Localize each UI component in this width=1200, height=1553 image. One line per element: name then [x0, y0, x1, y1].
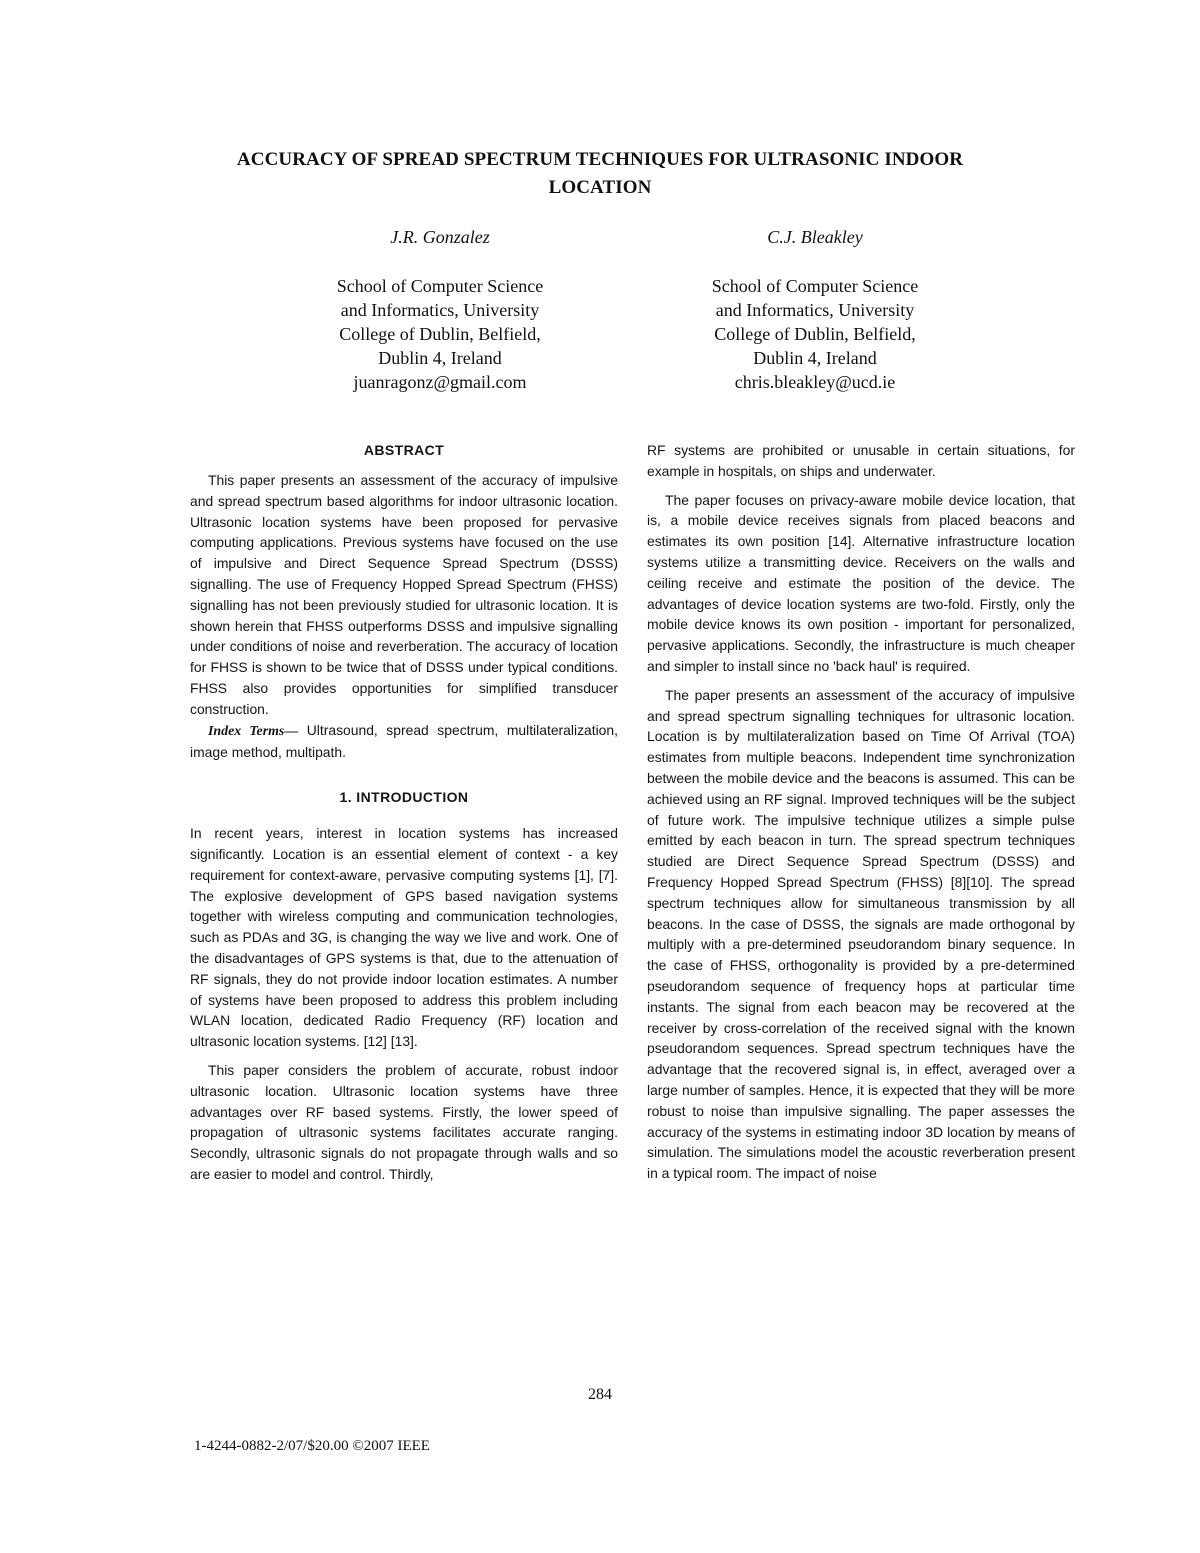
affiliation-line: School of Computer Science [336, 276, 544, 296]
author-email: juanragonz@gmail.com [353, 372, 527, 392]
affiliation-line: College of Dublin, Belfield, [714, 324, 916, 344]
affiliation-line: School of Computer Science [711, 276, 919, 296]
right-column [647, 440, 1075, 1184]
body-paragraph: This paper considers the problem of accurate, robust indoor ultrasonic location. Ultrasonic location systems have three advantages over RF based systems. Firstly, the lower speed of propagation of ultrasonic systems facilitates accurate ranging. Secondly, ultrasonic signals do not propagate through walls and so are easier to model and control. Thirdly, [190, 1061, 618, 1182]
paper-title [150, 146, 1050, 202]
introduction-heading: 1. INTRODUCTION [339, 789, 469, 806]
body-paragraph: The paper presents an assessment of the accuracy of impulsive and spread spectrum signalling techniques for ultrasonic location. Location is by multilateralization based on Time Of Arrival (TOA) estimates from multiple beacons. Independent time synchronization between the mobile device and the beacons is assumed. This can be achieved using an RF signal. Improved techniques will be the subject of future work. The impulsive technique utilizes a simple pulse emitted by each beacon in turn. The spread spectrum techniques studied are Direct Sequence Spread Spectrum (DSSS) and Frequency Hopped Spread Spectrum (FHSS) [8][10]. The spread spectrum techniques allow for simultaneous transmission by all beacons. In the case of DSSS, the signals are made orthogonal by multiply with a pre-determined pseudorandom binary sequence. In the case of FHSS, orthogonality is provided by a pre-determined pseudorandom sequence of frequency hops at particular time instants. The signal from each beacon may be recovered at the receiver by cross-correlation of the received signal with the known pseudorandom sequences. Spread spectrum techniques have the advantage that the recovered signal is, in effect, averaged over a large number of samples. Hence, it is expected that they will be more robust to noise than impulsive signalling. The paper assesses the accuracy of the systems in estimating indoor 3D location by means of simulation. The simulations model the acoustic reverberation present in a typical room. The impact of noise [647, 686, 1075, 1182]
index-terms [190, 720, 618, 764]
affiliation-line: Dublin 4, Ireland [753, 348, 877, 368]
abstract-text: This paper presents an assessment of the accuracy of impulsive and spread spectrum based algorithms for indoor ultrasonic location. Ultrasonic location systems have been proposed for pervasive computing applications. Previous systems have focused on the use of impulsive and Direct Sequence Spread Spectrum (DSSS) signalling. The use of Frequency Hopped Spread Spectrum (FHSS) signalling has not been previously studied for ultrasonic location. It is shown herein that FHSS outperforms DSSS and impulsive signalling under conditions of noise and reverberation. The accuracy of location for FHSS is shown to be twice that of DSSS under typical conditions. FHSS also provides opportunities for simplified transducer construction. [190, 472, 618, 717]
copyright-line: 1-4244-0882-2/07/$20.00 ©2007 IEEE [194, 1438, 430, 1454]
affiliation-line: Dublin 4, Ireland [378, 348, 502, 368]
index-terms-label: Index Terms— [208, 723, 299, 739]
affiliation-line: College of Dublin, Belfield, [339, 324, 541, 344]
author-block [250, 226, 630, 394]
author-name: J.R. Gonzalez [390, 227, 490, 247]
abstract-heading: ABSTRACT [363, 442, 445, 458]
index-terms-text: Ultrasound, spread spectrum, multilateralization, image method, multipath. [190, 721, 618, 761]
title-line: LOCATION [548, 177, 652, 198]
affiliation-line: and Informatics, University [715, 300, 915, 320]
author-name: C.J. Bleakley [767, 227, 863, 247]
page-number: 284 [588, 1386, 612, 1403]
body-paragraph: RF systems are prohibited or unusable in certain situations, for example in hospitals, on ships and underwater. [647, 442, 1075, 479]
author-email: chris.bleakley@ucd.ie [734, 372, 896, 392]
body-paragraph: In recent years, interest in location systems has increased significantly. Location is an essential element of context - a key requirement for context-aware, pervasive computing systems [1], [7]. The explosive development of GPS based navigation systems together with wireless computing and communication technologies, such as PDAs and 3G, is changing the way we live and work. One of the disadvantages of GPS systems is that, due to the attenuation of RF signals, they do not provide indoor location estimates. A number of systems have been proposed to address this problem including WLAN location, dedicated Radio Frequency (RF) location and ultrasonic location systems. [12] [13]. [190, 825, 618, 1050]
left-column [190, 440, 618, 1185]
author-block [625, 226, 1005, 394]
title-line: ACCURACY OF SPREAD SPECTRUM TECHNIQUES FOR ULTRASONIC INDOOR [236, 149, 964, 170]
body-paragraph: The paper focuses on privacy-aware mobile device location, that is, a mobile device receives signals from placed beacons and estimates its own position [14]. Alternative infrastructure location systems utilize a transmitting device. Receivers on the walls and ceiling receive and estimate the position of the device. The advantages of device location systems are two-fold. Firstly, only the mobile device knows its own position - important for personalized, pervasive applications. Secondly, the infrastructure is much cheaper and simpler to install since no 'back haul' is required. [647, 491, 1075, 674]
affiliation-line: and Informatics, University [340, 300, 540, 320]
